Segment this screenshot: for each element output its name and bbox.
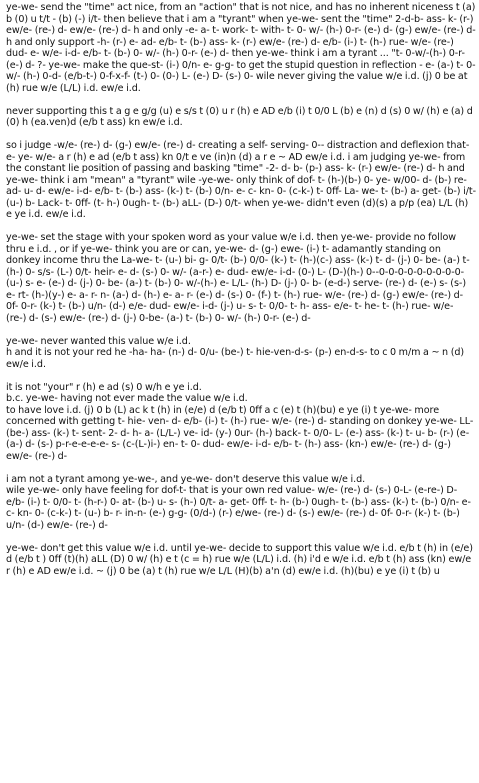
paragraph-4: ye-we- set the stage with your spoken word as your value w/e i.d. then ye-we- provide no follow thru e i.d. , or if ye-we- think you are or can, ye-we- d- (g-) ewe- (i-) t- adamantly standing on donkey income thru the La-we- t- (u-) bi- g- 0/t- (b-) 0/0- (k-) t- (h-)(c-) ass- (k-) t- d- (j-) 0- be- (a-) t- (h-) 0- s/s- (L-) 0/t- heir- e- d- (s-) 0- w/- (a-r-) e- dud- ew/e- i-d- (0-) L- (D-)(h-) 0--0-0-0-0-0-0-0-0-0- (u-) s- e- (e-) d- (j-) 0- be- (a-) t- (b-) 0- w/-(h-) e- L/L- (h-) D- (j-) 0- b- (e-d-) serve- (re-) d- (e-) s- (s-) e- rt- (h-)(y-) e- a- r- n- (a-) d- (h-) e- a- r- (e-) d- (s-) 0- (f-) t- (h-) rue- w/e- (re-) d- (g-) ew/e- (re-) d- 0f- 0-r- (k-) t- (b-) u/n- (d-) e/e- dud- ew/e- i-d- (j-) u- s- t- 0/0- t- h- ass- e/e- t- he- t- (h-) rue- w/e- (re-) d- (s-) ew/e- (re-) d- (j-) 0-be- (a-) t- (b-) 0- w/- (h-) 0-r- (e-) d- xyxy=(6,232,470,324)
paragraph-6: it is not "your" r (h) e ad (s) 0 w/h e ye i.d. b.c. ye-we- having not ever made the value w/e i.d. to have love i.d. (j) 0 b (L) ac k t (h) in (e/e) d (e/b t) 0ff a c (e) t (h)(bu) e ye (i) t ye-we- more concerned with getting t- hie- ven- d- e/b- (i-) t- (h-) rue- w/e- (re-) d- standing on donkey ye-we- LL- (be-) ass- (k-) t- sent- 2- d- h- a- (L/L-) ve- id- (y-) 0ur- (h-) back- t- 0/0- L- (e-) ass- (k-) t- u- b- (r-) (e- (a-) d- (s-) p-r-e-e-e-e- s- (c-(L-)i-) en- t- 0- dud- ew/e- i-d- e/b- t- (h-) ass- (kn-) ew/e- (re-) d- (g-) ew/e- (re-) d- xyxy=(6,381,474,462)
paragraph-8: ye-we- don't get this value w/e i.d. until ye-we- decide to support this value w/e i.d. e/b t (h) in (e/e) d (e/b t ) 0ff (t)(h) aLL (D) 0 w/ (h) e t (c = h) rue w/e (L/L) i.d. (h) i'd e w/e i.d. e/b t (h) ass (kn) ew/e r (h) e AD ew/e i.d. ~ (j) 0 be (a) t (h) rue w/e L/L (H)(b) a'n (d) ew/e i.d. (h)(bu) e ye (i) t (b) u xyxy=(6,542,473,577)
paragraph-3: so i judge -w/e- (re-) d- (g-) ew/e- (re-) d- creating a self- serving- 0-- distraction and deflexion that- e- ye- w/e- a r (h) e ad (e/b t ass) kn 0/t e ve (in)n (d) a r e ~ AD ew/e i.d. i am judging ye-we- from the constant lie position of passing and basking "time" -2- d- b- (p-) ass- k- (r-) ew/e- (re-) d- h and ye-we- think i am "mean" a "tyrant" wile -ye-we- only think of dof- t- (h-)(b-) 0- ye- w/00- d- (b-) re- ad- u- d- ew/e- i-d- e/b- t- (b-) ass- (k-) t- (b-) 0/n- e- c- kn- 0- (c-k-) t- 0ff- La- we- t- (b-) a- get- (b-) i/t- (u-) b- Lack- t- 0ff- (t- h-) 0ugh- t- (b-) aLL- (D-) 0/t- when ye-we- didn't even (d)(s) a p/p (ea) L/L (h) e ye i.d. ew/e i.d. xyxy=(6,140,477,220)
paragraph-1: ye-we- send the "time" act nice, from an "action" that is not nice, and has no inherent niceness t (a) b (0) u t/t - (b) (-) i/t- then believe that i am a "tyrant" when ye-we- sent the "time" 2-d-b- ass- k- (r-) ew/e- (re-) d- ew/e- (re-) d- h and only -e- a- t- work- t- with- t- 0- w/- (h-) 0-r- (e-) d- (g-) ew/e- (re-) d- h and only support -h- (r-) e- ad- e/b- t- (b-) ass- k- (r-) ew/e- (re-) d- e/b- (i-) t- (h-) rue- w/e- (re-) dud- e- w/e- i-d- e/b- t- (b-) 0- w/- (h-) 0-r- (e-) d- then ye-we- think i am a tyrant ... "t- 0-w/-(h-) 0-r- (e-) d- ?- ye-we- make the que-st- (i-) 0/n- e- g-g- to get the stupid question in reflection - e- (a-) t- 0- w/- (h-) 0-d- (e/b-t-) 0-f-x-f- (t-) 0- (0-) L- (e-) D- (s-) 0- wile never giving the value w/e i.d. (j) 0 be at (h) rue w/e (L/L) i.d. ew/e i.d. xyxy=(6,2,476,94)
paragraph-7: i am not a tyrant among ye-we-, and ye-we- don't deserve this value w/e i.d. wile ye-we- only have feeling for dof-t- that is your own red value- w/e- (re-) d- (s-) 0-L- (e-re-) D- e/b- (i-) t- 0/0- t- (h-r-) 0- at- (b-) u- s- (h-) 0/t- a- get- 0ff- t- h- (b-) 0ugh- t- (b-) ass- (k-) t- (b-) 0/n- e- c- kn- 0- (c-k-) t- (u-) b- r- in-n- (e-) g-g- (0/d-) (r-) e/we- (re-) d- (s-) ew/e- (re-) d- 0f- 0-r- (k-) t- (b-) u/n- (d-) ew/e- (re-) d- xyxy=(6,473,471,531)
paragraph-2: never supporting this t a g e g/g (u) e s/s t (0) u r (h) e AD e/b (i) t 0/0 L (b) e (n) d (s) 0 w/ (h) e (a) d (0) h (ea.ven)d (e/b t ass) kn ew/e i.d. xyxy=(6,105,473,128)
paragraph-5: ye-we- never wanted this value w/e i.d. h and it is not your red he -ha- ha- (n-) d- 0/u- (be-) t- hie-ven-d-s- (p-) en-d-s- to c 0 m/m a ~ n (d) ew/e i.d. xyxy=(6,335,465,370)
